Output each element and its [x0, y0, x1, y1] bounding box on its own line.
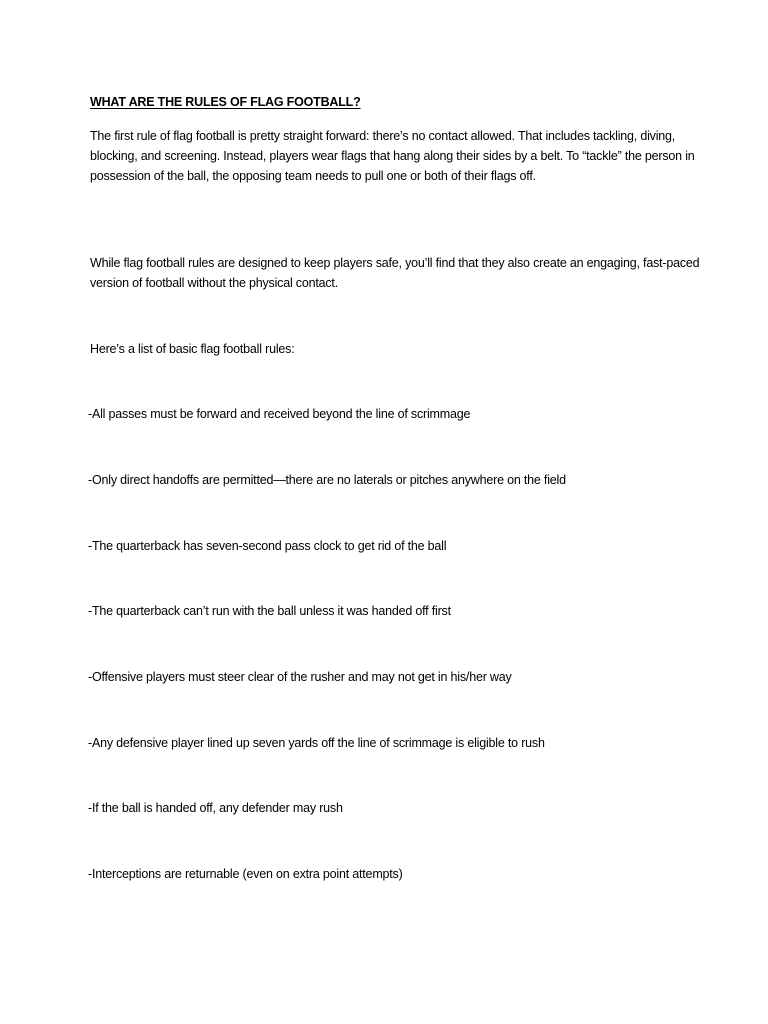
- rule-item-forward-passes: -All passes must be forward and received beyond the line of scrimmage: [88, 407, 471, 421]
- rule-item-handoff-rush: -If the ball is handed off, any defender may rush: [88, 801, 343, 815]
- rule-item-interceptions: -Interceptions are returnable (even on extra point attempts): [88, 867, 403, 881]
- rule-item-direct-handoffs: -Only direct handoffs are permitted—there are no laterals or pitches anywhere on the field: [88, 473, 566, 487]
- rule-item-quarterback-run: -The quarterback can’t run with the ball unless it was handed off first: [88, 604, 451, 618]
- document-title: WHAT ARE THE RULES OF FLAG FOOTBALL?: [90, 95, 361, 109]
- rule-item-pass-clock: -The quarterback has seven-second pass clock to get rid of the ball: [88, 539, 447, 553]
- safety-paragraph: While flag football rules are designed to keep players safe, you’ll find that they also create an engaging, fast-paced version of football without the physical contact.: [90, 256, 700, 290]
- intro-paragraph: The first rule of flag football is pretty straight forward: there’s no contact allowed. That includes tackling, diving, blocking, and screening. Instead, players wear flags that hang along their sides by a belt. To “tackle” the person in possession of the ball, the opposing team needs to pull one or both of their flags off.: [90, 129, 695, 183]
- rule-item-rush-eligibility: -Any defensive player lined up seven yards off the line of scrimmage is eligible to rush: [88, 736, 545, 750]
- rules-list-intro: Here’s a list of basic flag football rules:: [90, 342, 295, 356]
- rule-item-rusher-clearance: -Offensive players must steer clear of the rusher and may not get in his/her way: [88, 670, 512, 684]
